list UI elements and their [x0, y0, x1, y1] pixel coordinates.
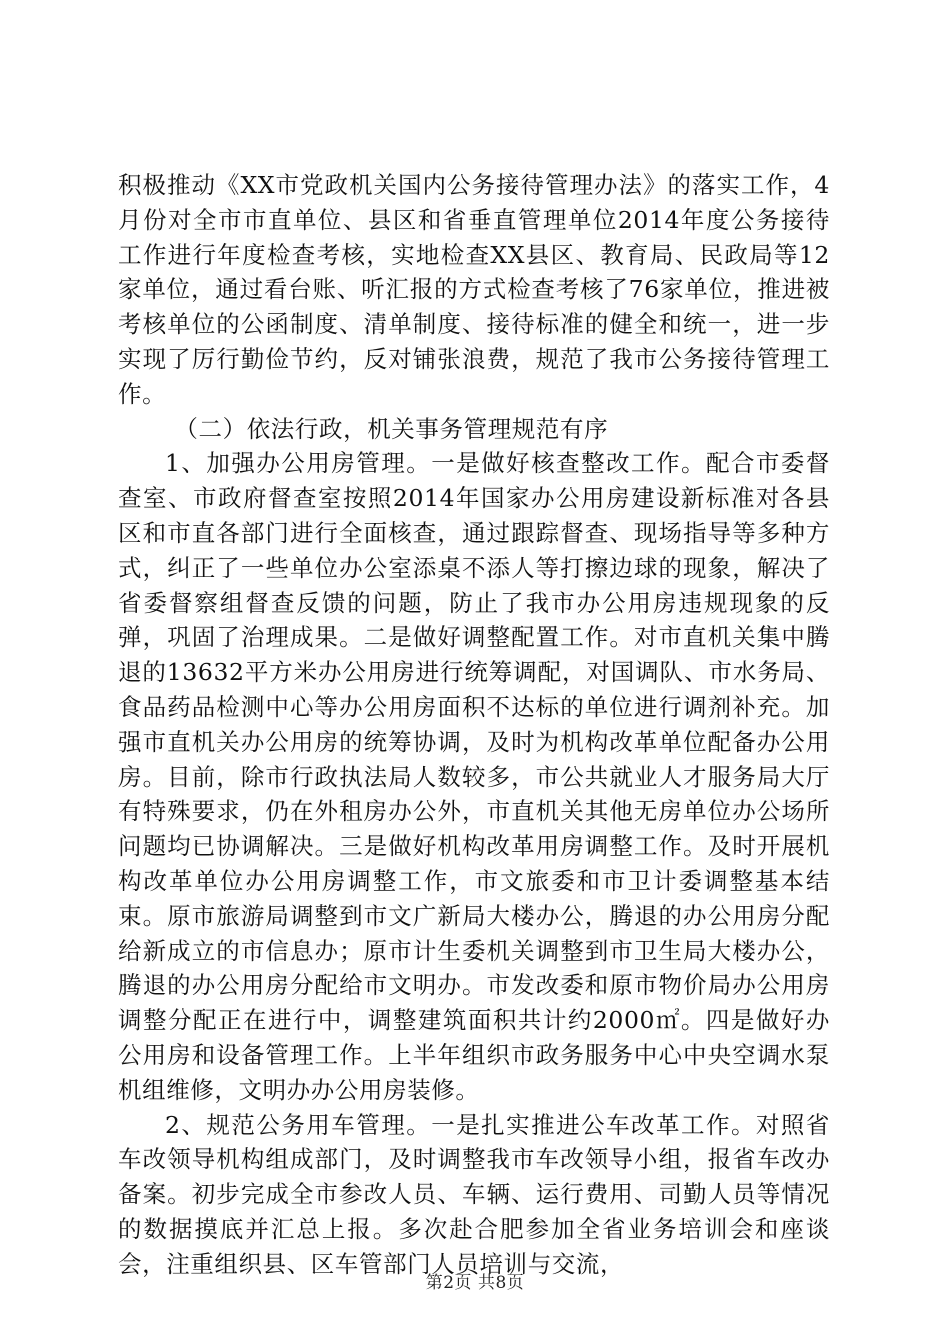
document-body	[118, 168, 830, 1282]
page-footer: 第2页 共8页	[425, 1273, 525, 1293]
paragraph-official-vehicles: 2、规范公务用车管理。一是扎实推进公车改革工作。对照省车改领导机构组成部门，及时调整我市车改领导小组，报省车改办备案。初步完成全市参改人员、车辆、运行费用、司勤人员等情况的数据摸底并汇总上报。多次赴合肥参加全省业务培训会和座谈会，注重组织县、区车管部门人员培训与交流，	[118, 1110, 830, 1278]
paragraph-office-space: 1、加强办公用房管理。一是做好核查整改工作。配合市委督查室、市政府督查室按照2014年国家办公用房建设新标准对各县区和市直各部门进行全面核查，通过跟踪督查、现场指导等多种方式，纠正了一些单位办公室添桌不添人等打擦边球的现象，解决了省委督察组督查反馈的问题，防止了我市办公用房违规现象的反弹，巩固了治理成果。二是做好调整配置工作。对市直机关集中腾退的13632平方米办公用房进行统筹调配，对国调队、市水务局、食品药品检测中心等办公用房面积不达标的单位进行调剂补充。加强市直机关办公用房的统筹协调，及时为机构改革单位配备办公用房。目前，除市行政执法局人数较多，市公共就业人才服务局大厅有特殊要求，仍在外租房办公外，市直机关其他无房单位办公场所问题均已协调解决。三是做好机构改革用房调整工作。及时开展机构改革单位办公用房调整工作，市文旅委和市卫计委调整基本结束。原市旅游局调整到市文广新局大楼办公，腾退的办公用房分配给新成立的市信息办；原市计生委机关调整到市卫生局大楼办公，腾退的办公用房分配给市文明办。市发改委和原市物价局办公用房调整分配正在进行中，调整建筑面积共计约2000㎡。四是做好办公用房和设备管理工作。上半年组织市政务服务中心中央空调水泵机组维修，文明办办公用房装修。	[118, 449, 830, 1104]
paragraph-reception-management: 积极推动《XX市党政机关国内公务接待管理办法》的落实工作，4月份对全市市直单位、县区和省垂直管理单位2014年度公务接待工作进行年度检查考核，实地检查XX县区、教育局、民政局等12家单位，通过看台账、听汇报的方式检查考核了76家单位，推进被考核单位的公函制度、清单制度、接待标准的健全和统一，进一步实现了厉行勤俭节约，反对铺张浪费，规范了我市公务接待管理工作。	[118, 171, 830, 408]
section-heading: （二）依法行政，机关事务管理规范有序	[174, 414, 609, 443]
